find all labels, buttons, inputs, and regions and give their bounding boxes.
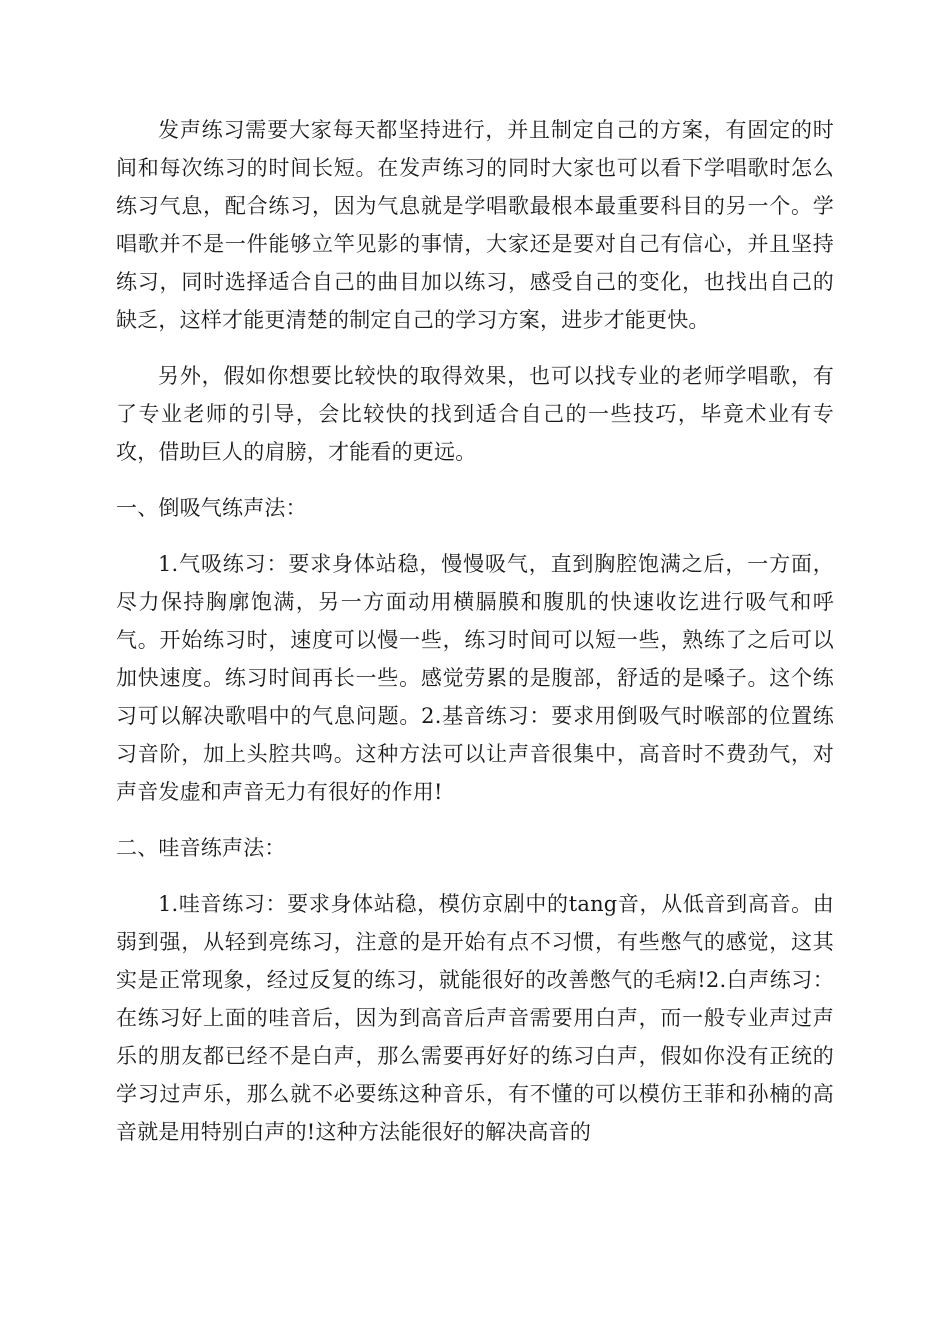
section-heading-wa-sound: 二、哇音练声法： (116, 836, 286, 860)
paragraph-breath-exercises: 1.气吸练习：要求身体站稳，慢慢吸气，直到胸腔饱满之后，一方面，尽力保持胸廓饱满，另一方面动用横膈膜和腹肌的快速收讫进行吸气和呼气。开始练习时，速度可以慢一些，练习时间可以短一些，熟练了之后可以加快速度。练习时间再长一些。感觉劳累的是腹部，舒适的是嗓子。这个练习可以解决歌唱中的气息问题。2.基音练习：要求用倒吸气时喉部的位置练习音阶，加上头腔共鸣。这种方法可以让声音很集中，高音时不费劲气，对声音发虚和声音无力有很好的作用! (116, 552, 834, 804)
document-page (116, 111, 834, 1169)
paragraph-wa-sound-exercises: 1.哇音练习：要求身体站稳，模仿京剧中的tang音，从低音到高音。由弱到强，从轻到亮练习，注意的是开始有点不习惯，有些憋气的感觉，这其实是正常现象，经过反复的练习，就能很好的改善憋气的毛病!2.白声练习：在练习好上面的哇音后，因为到高音后声音需要用白声，而一般专业声过声乐的朋友都已经不是白声，那么需要再好好的练习白声，假如你没有正统的学习过声乐，那么就不必要练这种音乐，有不懂的可以模仿王菲和孙楠的高音就是用特别白声的!这种方法能很好的解决高音的 (116, 892, 834, 1144)
paragraph-practice-plan: 发声练习需要大家每天都坚持进行，并且制定自己的方案，有固定的时间和每次练习的时间长短。在发声练习的同时大家也可以看下学唱歌时怎么练习气息，配合练习，因为气息就是学唱歌最根本最重要科目的另一个。学唱歌并不是一件能够立竿见影的事情，大家还是要对自己有信心，并且坚持练习，同时选择适合自己的曲目加以练习，感受自己的变化，也找出自己的缺乏，这样才能更清楚的制定自己的学习方案，进步才能更快。 (116, 118, 834, 332)
paragraph-find-teacher: 另外，假如你想要比较快的取得效果，也可以找专业的老师学唱歌，有了专业老师的引导，会比较快的找到适合自己的一些技巧，毕竟术业有专攻，借助巨人的肩膀，才能看的更远。 (116, 364, 834, 464)
section-heading-reverse-breath: 一、倒吸气练声法： (116, 496, 307, 520)
